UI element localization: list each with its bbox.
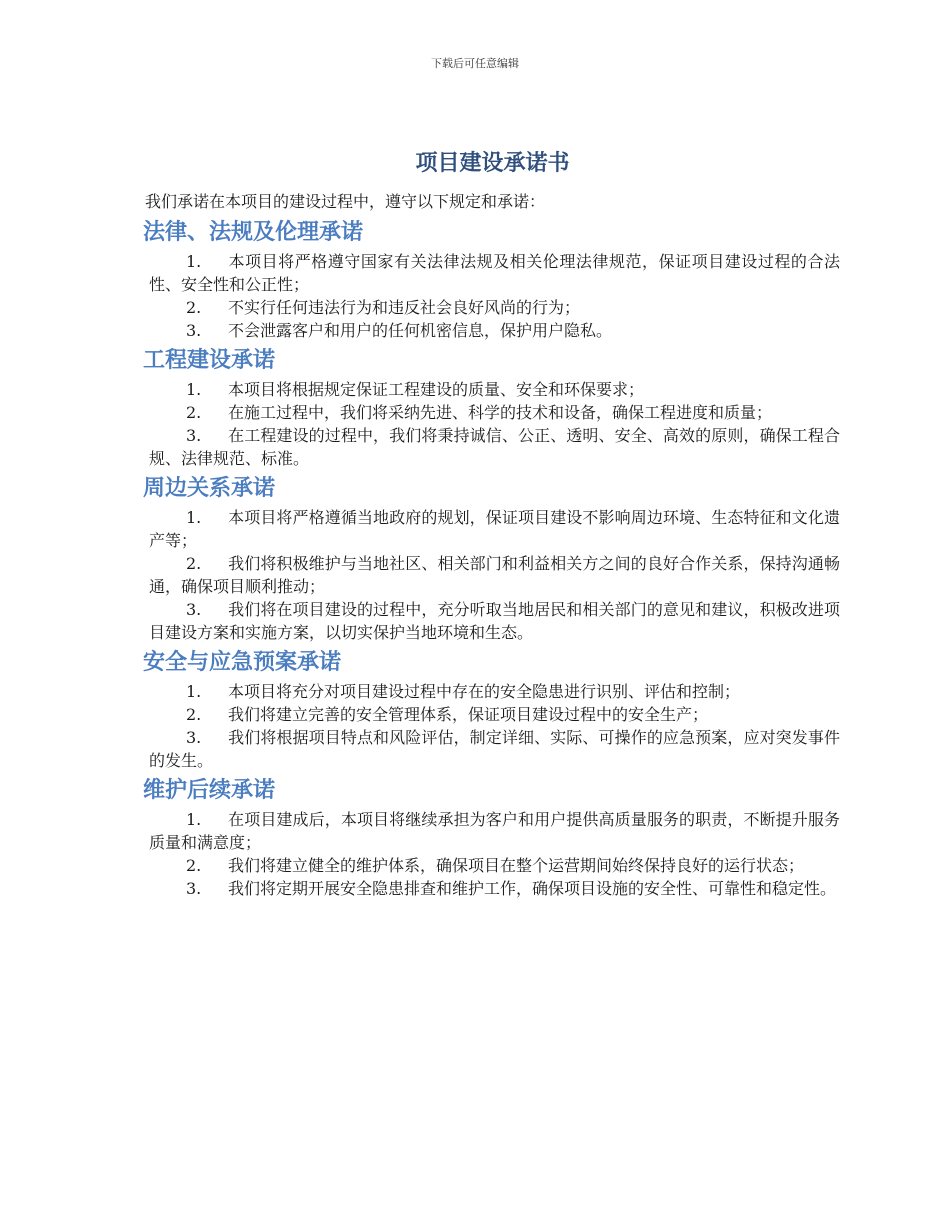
item-text: 在项目建成后，本项目将继续承担为客户和用户提供高质量服务的职责，不断提升服务质量和满意度； <box>149 810 840 852</box>
section-item-list <box>145 808 840 900</box>
section-community <box>145 474 840 644</box>
section-item-list <box>145 378 840 470</box>
document-title: 项目建设承诺书 <box>415 151 570 176</box>
item-text: 我们将在项目建设的过程中，充分听取当地居民和相关部门的意见和建议，积极改进项目建设方案和实施方案，以切实保护当地环境和生态。 <box>149 600 840 642</box>
item-number: 1. <box>186 682 202 701</box>
section-heading: 法律、法规及伦理承诺 <box>143 220 364 245</box>
section-safety <box>145 648 840 772</box>
item-text: 本项目将充分对项目建设过程中存在的安全隐患进行识别、评估和控制； <box>228 682 741 701</box>
section-item-list <box>145 506 840 644</box>
item-number: 3. <box>186 426 202 445</box>
item-text: 我们将建立完善的安全管理体系，保证项目建设过程中的安全生产； <box>228 705 709 724</box>
document-body <box>145 150 840 900</box>
item-text: 本项目将根据规定保证工程建设的质量、安全和环保要求； <box>228 380 645 399</box>
item-text: 我们将建立健全的维护体系，确保项目在整个运营期间始终保持良好的运行状态； <box>228 856 805 875</box>
item-number: 3. <box>186 879 202 898</box>
item-number: 2. <box>186 554 202 573</box>
section-heading: 维护后续承诺 <box>143 778 276 803</box>
list-item <box>149 319 840 342</box>
list-item <box>149 877 840 900</box>
item-text: 不会泄露客户和用户的任何机密信息，保护用户隐私。 <box>228 321 613 340</box>
item-text: 我们将根据项目特点和风险评估，制定详细、实际、可操作的应急预案，应对突发事件的发生。 <box>149 728 840 770</box>
item-number: 1. <box>186 252 202 271</box>
section-legal <box>145 218 840 342</box>
list-item <box>149 250 840 296</box>
list-item <box>149 401 840 424</box>
item-number: 3. <box>186 600 202 619</box>
item-text: 本项目将严格遵循当地政府的规划，保证项目建设不影响周边环境、生态特征和文化遗产等； <box>149 508 840 550</box>
list-item <box>149 808 840 854</box>
item-text: 本项目将严格遵守国家有关法律法规及相关伦理法律规范，保证项目建设过程的合法性、安全性和公正性； <box>149 252 840 294</box>
item-number: 2. <box>186 856 202 875</box>
list-item <box>149 598 840 644</box>
section-heading: 工程建设承诺 <box>143 348 276 373</box>
item-text: 不实行任何违法行为和违反社会良好风尚的行为； <box>228 298 581 317</box>
item-text: 在工程建设的过程中，我们将秉持诚信、公正、透明、安全、高效的原则，确保工程合规、法律规范、标准。 <box>149 426 840 468</box>
item-number: 2. <box>186 705 202 724</box>
list-item <box>149 296 840 319</box>
list-item <box>149 506 840 552</box>
list-item <box>149 378 840 401</box>
item-text: 在施工过程中，我们将采纳先进、科学的技术和设备，确保工程进度和质量； <box>228 403 773 422</box>
section-item-list <box>145 250 840 342</box>
item-text: 我们将积极维护与当地社区、相关部门和利益相关方之间的良好合作关系，保持沟通畅通，确保项目顺利推动； <box>149 554 840 596</box>
list-item <box>149 680 840 703</box>
item-number: 3. <box>186 728 202 747</box>
document-intro: 我们承诺在本项目的建设过程中，遵守以下规定和承诺： <box>145 192 546 211</box>
item-number: 2. <box>186 403 202 422</box>
page-header-note: 下载后可任意编辑 <box>431 57 519 70</box>
item-number: 1. <box>186 508 202 527</box>
section-item-list <box>145 680 840 772</box>
item-number: 2. <box>186 298 202 317</box>
section-engineering <box>145 346 840 470</box>
list-item <box>149 726 840 772</box>
list-item <box>149 703 840 726</box>
item-number: 1. <box>186 380 202 399</box>
item-text: 我们将定期开展安全隐患排查和维护工作，确保项目设施的安全性、可靠性和稳定性。 <box>228 879 837 898</box>
item-number: 3. <box>186 321 202 340</box>
section-maintenance <box>145 776 840 900</box>
list-item <box>149 854 840 877</box>
list-item <box>149 552 840 598</box>
section-heading: 安全与应急预案承诺 <box>143 650 342 675</box>
list-item <box>149 424 840 470</box>
item-number: 1. <box>186 810 202 829</box>
section-heading: 周边关系承诺 <box>143 476 276 501</box>
